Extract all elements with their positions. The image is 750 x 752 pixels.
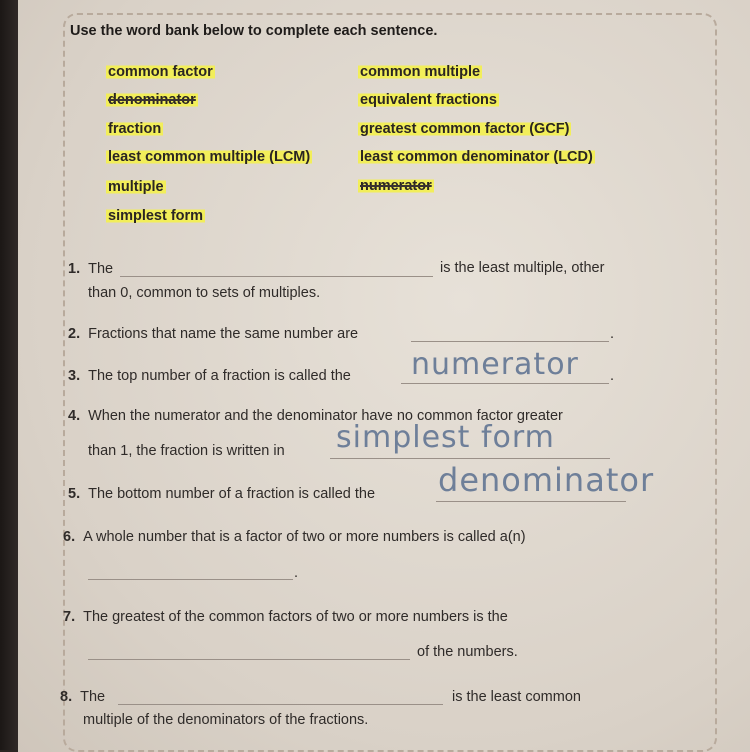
- word-bank-item: common factor: [108, 64, 213, 80]
- word-bank-item: simplest form: [108, 208, 204, 224]
- answer-blank[interactable]: [401, 383, 609, 384]
- question-1: 1. The: [68, 261, 114, 277]
- question-text: than 0, common to sets of multiples.: [88, 285, 321, 301]
- question-2: 2. Fractions that name the same number are: [68, 326, 359, 342]
- instruction-text: Use the word bank below to complete each sentence.: [70, 23, 438, 39]
- question-text: is the least multiple, other: [440, 260, 605, 276]
- answer-blank[interactable]: [120, 276, 433, 277]
- answer-blank[interactable]: [330, 458, 610, 459]
- word-bank-item: greatest common factor (GCF): [360, 121, 570, 137]
- word-bank-item: least common denominator (LCD): [360, 149, 593, 165]
- handwritten-answer: simplest form: [336, 420, 555, 455]
- handwritten-answer: numerator: [411, 347, 579, 382]
- answer-blank[interactable]: [436, 501, 626, 502]
- question-4: 4. When the numerator and the denominator have no common factor greater: [68, 408, 563, 424]
- word-bank-item: equivalent fractions: [360, 92, 497, 108]
- question-text: .: [294, 565, 299, 581]
- word-bank-item: numerator: [360, 178, 432, 194]
- word-bank-item: least common multiple (LCM): [108, 149, 311, 165]
- question-3: 3. The top number of a fraction is called the: [68, 368, 351, 384]
- handwritten-answer: denominator: [438, 461, 655, 499]
- word-bank-item: denominator: [108, 92, 196, 108]
- question-text: multiple of the denominators of the fractions.: [83, 712, 369, 728]
- answer-blank[interactable]: [88, 579, 293, 580]
- question-text: is the least common: [452, 689, 581, 705]
- answer-blank[interactable]: [118, 704, 443, 705]
- worksheet-page: [18, 0, 750, 752]
- word-bank-item: common multiple: [360, 64, 481, 80]
- question-8: 8. The: [60, 689, 106, 705]
- question-text: .: [610, 368, 615, 384]
- word-bank-item: multiple: [108, 179, 164, 195]
- question-7: 7. The greatest of the common factors of two or more numbers is the: [63, 609, 508, 625]
- question-text: than 1, the fraction is written in: [88, 443, 285, 459]
- question-text: of the numbers.: [417, 644, 518, 660]
- question-6: 6. A whole number that is a factor of two or more numbers is called a(n): [63, 529, 526, 545]
- word-bank-item: fraction: [108, 121, 162, 137]
- question-text: .: [610, 326, 615, 342]
- question-5: 5. The bottom number of a fraction is called the: [68, 486, 376, 502]
- answer-blank[interactable]: [88, 659, 410, 660]
- answer-blank[interactable]: [411, 341, 609, 342]
